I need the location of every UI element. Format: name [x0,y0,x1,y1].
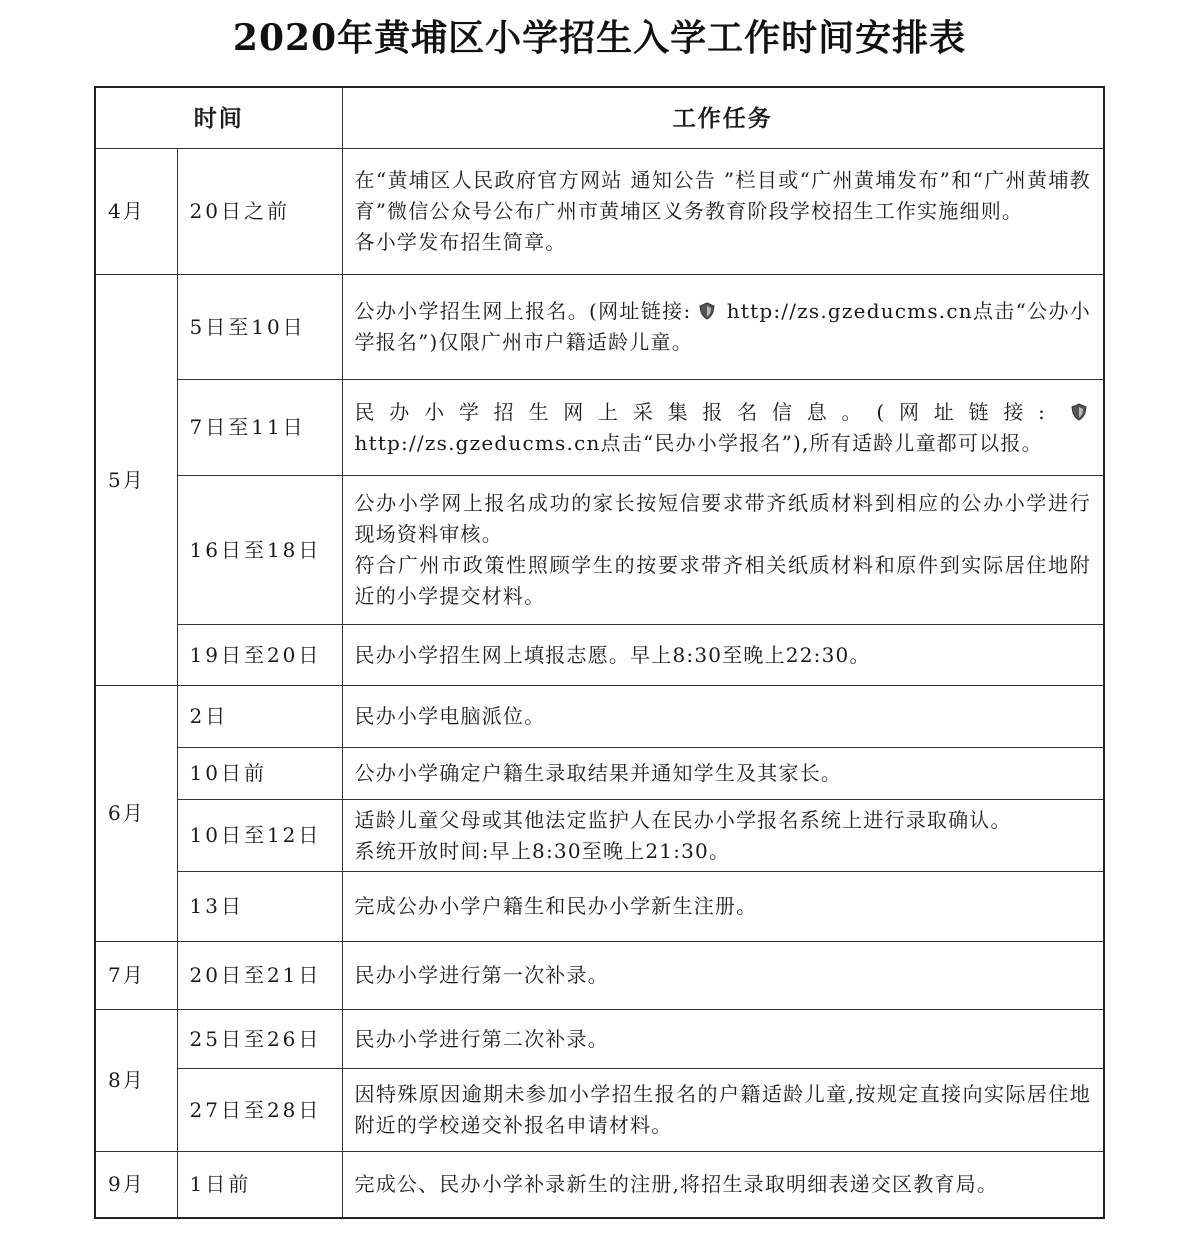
table-row [95,748,1104,800]
task-line: 因特殊原因逾期未参加小学招生报名的户籍适龄儿童,按规定直接向实际居住地附近的学校递交补报名申请材料。 [354,1082,1091,1137]
shield-icon [1071,403,1087,421]
table-row [95,1069,1104,1152]
month-cell: 9月 [95,1152,177,1218]
task-line: 符合广州市政策性照顾学生的按要求带齐相关纸质材料和原件到实际居住地附近的小学提交材料。 [354,553,1091,608]
task-cell [342,625,1104,686]
date-cell: 10日至12日 [177,800,342,872]
date-cell: 25日至26日 [177,1010,342,1069]
task-line: 各小学发布招生简章。 [354,230,567,254]
table-row [95,149,1104,275]
table-row [95,1152,1104,1218]
task-cell [342,942,1104,1010]
task-cell [342,1010,1104,1069]
date-cell: 5日至10日 [177,275,342,380]
task-line: 完成公办小学户籍生和民办小学新生注册。 [354,894,758,918]
task-text: 公办小学招生网上报名。(网址链接: [354,299,692,323]
table-row [95,380,1104,476]
month-cell: 7月 [95,942,177,1010]
task-line: 系统开放时间:早上8:30至晚上21:30。 [354,838,731,863]
task-cell [342,1069,1104,1152]
date-cell: 20日至21日 [177,942,342,1010]
task-cell [342,686,1104,748]
table-row [95,800,1104,872]
schedule-table [94,86,1105,1219]
shield-icon [699,302,715,320]
date-cell: 7日至11日 [177,380,342,476]
task-line: 民办小学进行第一次补录。 [354,963,609,987]
link-text[interactable]: http://zs.gzeducms.cn点击“公办小学报名”)仅限广州市户籍适龄儿童。 [354,299,1091,354]
header-task: 工作任务 [342,87,1104,149]
task-line: 公办小学网上报名成功的家长按短信要求带齐纸质材料到相应的公办小学进行现场资料审核。 [354,491,1091,546]
task-text: 民办小学招生网上采集报名信息。(网址链接: [354,399,1050,424]
page-title: 2020年黄埔区小学招生入学工作时间安排表 [232,17,967,59]
table-row [95,476,1104,625]
task-line: 完成公、民办小学补录新生的注册,将招生录取明细表递交区教育局。 [354,1171,999,1196]
header-time: 时间 [95,87,342,149]
date-cell: 2日 [177,686,342,748]
table-row [95,942,1104,1010]
task-line: 适龄儿童父母或其他法定监护人在民办小学报名系统上进行录取确认。 [354,807,1012,832]
table-row [95,625,1104,686]
task-line: 民办小学进行第二次补录。 [354,1026,609,1051]
date-cell: 13日 [177,872,342,942]
task-cell [342,275,1104,380]
table-header-row [95,87,1104,149]
table-row [95,686,1104,748]
date-cell: 19日至20日 [177,625,342,686]
table-row [95,1010,1104,1069]
task-line: 公办小学确定户籍生录取结果并通知学生及其家长。 [354,761,843,785]
date-cell: 27日至28日 [177,1069,342,1152]
task-line: 在“黄埔区人民政府官方网站 通知公告 ”栏目或“广州黄埔发布”和“广州黄埔教育”微信公众号公布广州市黄埔区义务教育阶段学校招生工作实施细则。 [354,168,1091,223]
date-cell: 16日至18日 [177,476,342,625]
task-cell [342,748,1104,800]
date-cell: 1日前 [177,1152,342,1218]
task-cell [342,800,1104,872]
date-cell: 20日之前 [177,149,342,275]
task-cell [342,476,1104,625]
task-line: 民办小学电脑派位。 [354,704,546,728]
table-row [95,275,1104,380]
table-row [95,872,1104,942]
task-line: 民办小学招生网上填报志愿。早上8:30至晚上22:30。 [354,642,871,667]
month-cell: 5月 [95,275,177,686]
date-cell: 10日前 [177,748,342,800]
task-cell [342,1152,1104,1218]
task-cell [342,872,1104,942]
month-cell: 8月 [95,1010,177,1152]
task-cell [342,149,1104,275]
link-text[interactable]: http://zs.gzeducms.cn点击“民办小学报名”),所有适龄儿童都可以报。 [354,430,1043,455]
month-cell: 4月 [95,149,177,275]
month-cell: 6月 [95,686,177,942]
task-cell [342,380,1104,476]
